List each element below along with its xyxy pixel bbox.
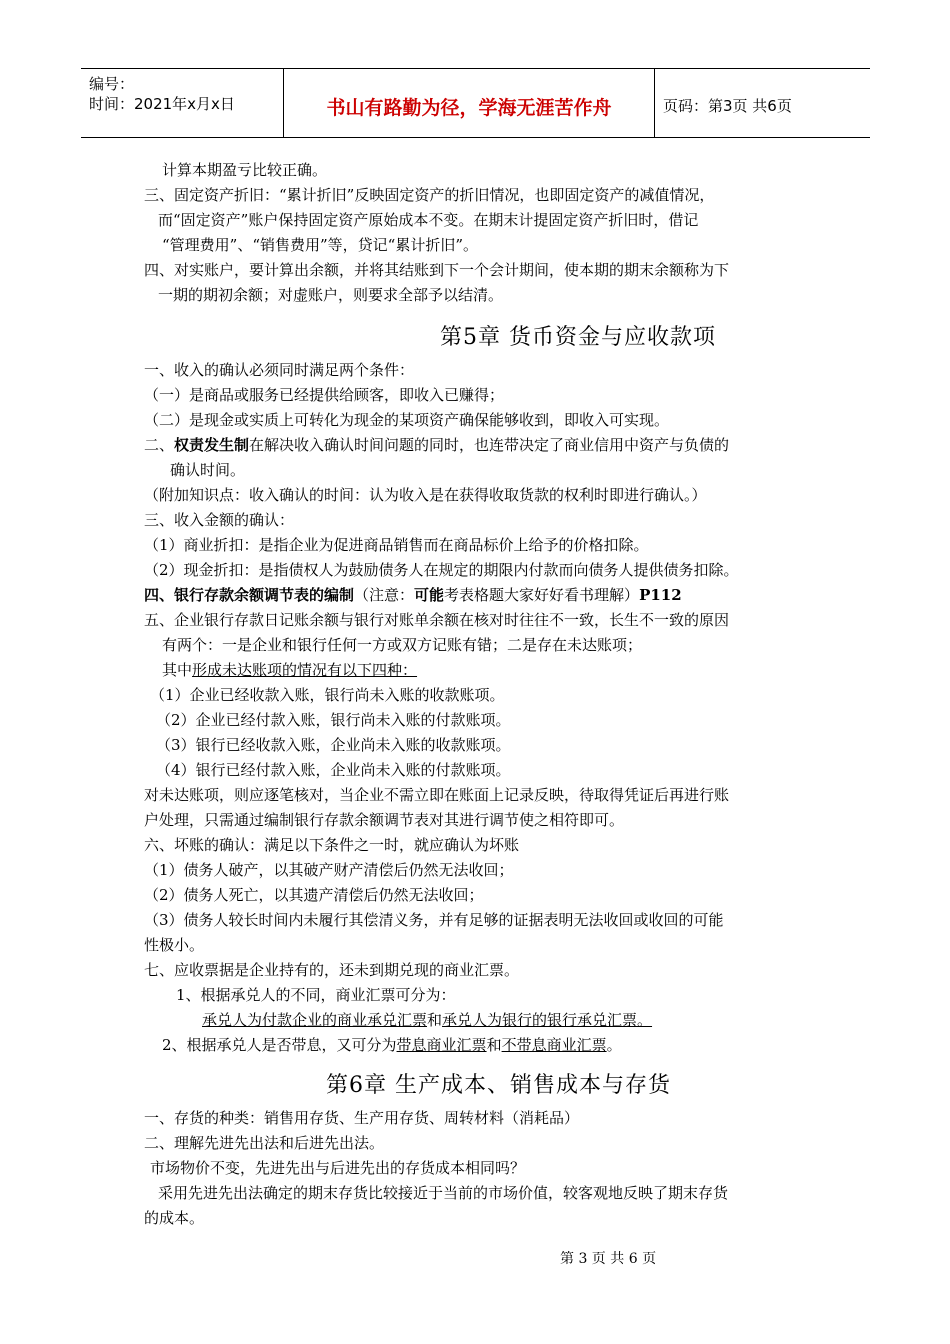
text-line: 五、企业银行存款日记账余额与银行对账单余额在核对时往往不一致，长生不一致的原因	[144, 611, 730, 629]
text-line: 三、收入金额的确认：	[144, 511, 295, 529]
text-line: （附加知识点：收入确认的时间：认为收入是在获得收取货款的权利时即进行确认。）	[144, 486, 707, 504]
underlined-text: 承兑人为付款企业的商业承兑汇票	[202, 1011, 428, 1029]
page-footer: 第 3 页 共 6 页	[560, 1251, 657, 1267]
text-line: 三、固定资产折旧：“累计折旧”反映固定资产的折旧情况，也即固定资产的减值情况，	[144, 186, 715, 204]
text-line: 确认时间。	[170, 461, 246, 479]
underlined-text: 不带息商业汇票	[501, 1036, 607, 1054]
underlined-text: ：	[402, 661, 418, 679]
text-line: 1、根据承兑人的不同，商业汇票可分为：	[176, 986, 456, 1004]
text-span: 。	[606, 1036, 622, 1054]
text-line: 性极小。	[144, 936, 205, 954]
list-item: （3）债务人较长时间内未履行其偿清义务，并有足够的证据表明无法收回或收回的可能	[144, 911, 724, 929]
text-line: 市场物价不变，先进先出与后进先出的存货成本相同吗？	[150, 1159, 526, 1177]
text-line: 七、应收票据是企业持有的，还未到期兑现的商业汇票。	[144, 961, 520, 979]
text-line: （1）商业折扣：是指企业为促进商品销售而在商品标价上给予的价格扣除。	[144, 536, 649, 554]
text-span: （注意：	[354, 586, 415, 604]
text-line: 二、理解先进先出法和后进先出法。	[144, 1134, 385, 1152]
text-line: （一）是商品或服务已经提供给顾客，即收入已赚得；	[144, 386, 505, 404]
list-item: （3）银行已经收款入账，企业尚未入账的收款账项。	[156, 736, 511, 754]
text-line: “管理费用”、“销售费用”等，贷记“累计折旧”。	[162, 236, 479, 254]
text-line: 一、收入的确认必须同时满足两个条件：	[144, 361, 415, 379]
text-line: 的成本。	[144, 1209, 205, 1227]
underlined-text: 形成未达账项的情况有以下四种	[192, 661, 403, 679]
list-item: （1）债务人破产，以其破产财产清偿后仍然无法收回；	[144, 861, 514, 879]
header-page-label: 页码：第3页 共6页	[663, 97, 792, 115]
list-item: （2）债务人死亡，以其遗产清偿后仍然无法收回；	[144, 886, 484, 904]
text-line	[144, 583, 682, 607]
text-line: 户处理，只需通过编制银行存款余额调节表对其进行调节使之相符即可。	[144, 811, 625, 829]
chapter-heading: 第5章 货币资金与应收款项	[440, 325, 716, 350]
text-line: 有两个：一是企业和银行任何一方或双方记账有错；二是存在未达账项；	[162, 636, 643, 654]
text-line: 一、存货的种类：销售用存货、生产用存货、周转材料（消耗品）	[144, 1109, 580, 1127]
text-line: （2）现金折扣：是指债权人为鼓励债务人在规定的期限内付款而向债务人提供债务扣除。	[144, 561, 739, 579]
bold-heading: 四、银行存款余额调节表的编制	[144, 586, 355, 604]
text-line: 对未达账项，则应逐笔核对，当企业不需立即在账面上记录反映，待取得凭证后再进行账	[144, 786, 730, 804]
text-span: 2、根据承兑人是否带息，又可分为	[162, 1036, 397, 1054]
header-meta-cell	[81, 69, 284, 137]
bold-term: 权责发生制	[174, 436, 250, 454]
text-line: 四、对实账户，要计算出余额，并将其结账到下一个会计期间，使本期的期末余额称为下	[144, 261, 730, 279]
text-line: 采用先进先出法确定的期末存货比较接近于当前的市场价值，较客观地反映了期末存货	[158, 1184, 729, 1202]
text-span: 和	[427, 1011, 443, 1029]
text-span: 二、	[144, 436, 175, 454]
text-line	[162, 658, 417, 682]
underlined-text: 承兑人为银行的银行承兑汇票。	[442, 1011, 653, 1029]
text-line	[144, 433, 729, 457]
page-header	[81, 68, 870, 138]
text-line: 六、坏账的确认：满足以下条件之一时，就应确认为坏账	[144, 836, 520, 854]
list-item: （2）企业已经付款入账，银行尚未入账的付款账项。	[156, 711, 511, 729]
text-line	[202, 1008, 652, 1032]
bold-term: 可能	[414, 586, 445, 604]
underlined-text: 带息商业汇票	[396, 1036, 487, 1054]
text-span: 和	[486, 1036, 502, 1054]
list-item: （4）银行已经付款入账，企业尚未入账的付款账项。	[156, 761, 511, 779]
doc-number-label: 编号：	[89, 75, 135, 93]
text-span: 考表格题大家好好看书理解）	[444, 586, 640, 604]
header-motto: 书山有路勤为径，学海无涯苦作舟	[326, 97, 612, 119]
page-ref: P112	[639, 586, 682, 604]
header-motto-cell	[284, 69, 655, 137]
text-line	[162, 1033, 622, 1057]
header-page-cell	[655, 69, 870, 137]
text-line: 计算本期盈亏比较正确。	[162, 161, 328, 179]
list-item: （1）企业已经收款入账，银行尚未入账的收款账项。	[150, 686, 505, 704]
chapter-heading: 第6章 生产成本、销售成本与存货	[326, 1073, 671, 1098]
text-line: （二）是现金或实质上可转化为现金的某项资产确保能够收到，即收入可实现。	[144, 411, 670, 429]
text-span: 其中	[162, 661, 193, 679]
text-span: 在解决收入确认时间问题的同时，也连带决定了商业信用中资产与负债的	[249, 436, 730, 454]
text-line: 而“固定资产”账户保持固定资产原始成本不变。在期末计提固定资产折旧时，借记	[158, 211, 699, 229]
doc-date-label: 时间：2021年x月x日	[89, 95, 235, 113]
text-line: 一期的期初余额；对虚账户，则要求全部予以结清。	[158, 286, 504, 304]
